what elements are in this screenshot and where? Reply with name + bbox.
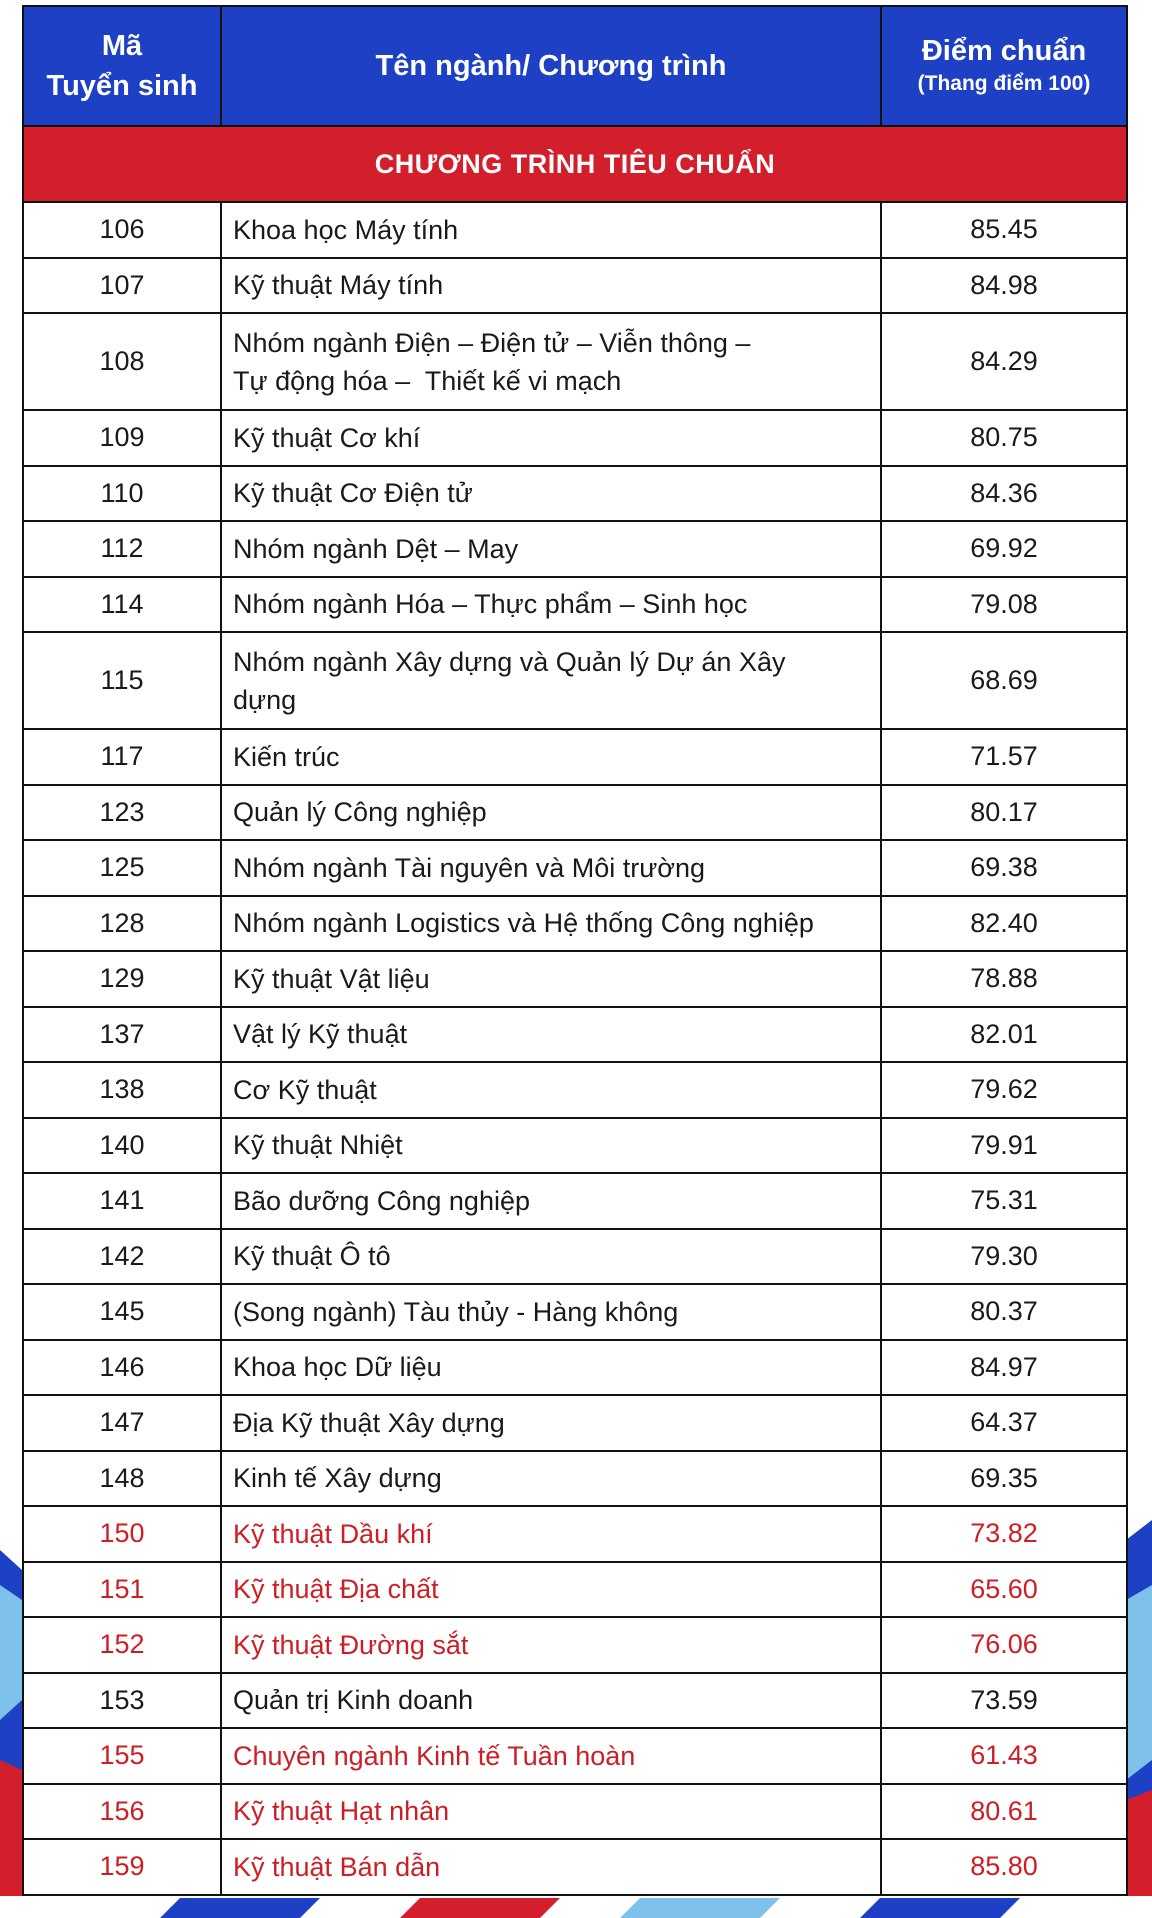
admission-code-cell: 117: [23, 729, 221, 785]
table-row: [23, 1839, 1127, 1895]
admission-code-cell: 145: [23, 1284, 221, 1340]
admission-score-table-container: [22, 5, 1126, 1896]
admission-code-cell: 150: [23, 1506, 221, 1562]
program-name-cell: Quản lý Công nghiệp: [221, 785, 881, 841]
program-name-line: Nhóm ngành Xây dựng và Quản lý Dự án Xây: [233, 646, 786, 677]
admission-score-table: [22, 5, 1128, 1896]
cutoff-score-cell: 69.35: [881, 1451, 1127, 1507]
program-name-line: Tự động hóa – Thiết kế vi mạch: [233, 365, 622, 396]
program-name-cell: Kỹ thuật Đường sắt: [221, 1617, 881, 1673]
cutoff-score-cell: 79.30: [881, 1229, 1127, 1285]
program-name-cell: [221, 313, 881, 410]
table-header-row: [23, 6, 1127, 126]
header-cutoff-score: [881, 6, 1127, 126]
admission-code-cell: 137: [23, 1007, 221, 1063]
program-name-cell: Kỹ thuật Máy tính: [221, 258, 881, 314]
section-title: CHƯƠNG TRÌNH TIÊU CHUẨN: [23, 126, 1127, 202]
table-row: [23, 896, 1127, 952]
section-row: [23, 126, 1127, 202]
cutoff-score-cell: 69.92: [881, 521, 1127, 577]
table-row: [23, 1562, 1127, 1618]
cutoff-score-cell: 84.97: [881, 1340, 1127, 1396]
cutoff-score-cell: 69.38: [881, 840, 1127, 896]
cutoff-score-cell: 65.60: [881, 1562, 1127, 1618]
program-name-line: dựng: [233, 684, 297, 715]
admission-code-cell: 115: [23, 632, 221, 729]
table-row: [23, 1118, 1127, 1174]
table-row: [23, 1784, 1127, 1840]
table-row: [23, 202, 1127, 258]
cutoff-score-cell: 71.57: [881, 729, 1127, 785]
program-name-cell: [221, 632, 881, 729]
admission-code-cell: 142: [23, 1229, 221, 1285]
admission-code-cell: 146: [23, 1340, 221, 1396]
program-name-cell: Nhóm ngành Tài nguyên và Môi trường: [221, 840, 881, 896]
table-row: [23, 1007, 1127, 1063]
admission-code-cell: 112: [23, 521, 221, 577]
table-row: [23, 521, 1127, 577]
admission-code-cell: 148: [23, 1451, 221, 1507]
cutoff-score-cell: 61.43: [881, 1728, 1127, 1784]
cutoff-score-cell: 85.45: [881, 202, 1127, 258]
table-row: [23, 1728, 1127, 1784]
table-row: [23, 1229, 1127, 1285]
cutoff-score-cell: 73.59: [881, 1673, 1127, 1729]
table-row: [23, 951, 1127, 1007]
cutoff-score-cell: 85.80: [881, 1839, 1127, 1895]
program-name-cell: Kỹ thuật Dầu khí: [221, 1506, 881, 1562]
program-name-cell: Khoa học Dữ liệu: [221, 1340, 881, 1396]
admission-code-cell: 147: [23, 1395, 221, 1451]
header-admission-code: [23, 6, 221, 126]
cutoff-score-cell: 75.31: [881, 1173, 1127, 1229]
program-name-cell: Cơ Kỹ thuật: [221, 1062, 881, 1118]
cutoff-score-cell: 84.29: [881, 313, 1127, 410]
program-name-cell: Bão dưỡng Công nghiệp: [221, 1173, 881, 1229]
table-row: [23, 1451, 1127, 1507]
program-name-cell: Kỹ thuật Địa chất: [221, 1562, 881, 1618]
cutoff-score-cell: 79.91: [881, 1118, 1127, 1174]
admission-code-cell: 140: [23, 1118, 221, 1174]
table-row: [23, 1506, 1127, 1562]
program-name-cell: Chuyên ngành Kinh tế Tuần hoàn: [221, 1728, 881, 1784]
table-row: [23, 1617, 1127, 1673]
program-name-cell: Kỹ thuật Hạt nhân: [221, 1784, 881, 1840]
program-name-cell: Nhóm ngành Dệt – May: [221, 521, 881, 577]
table-row: [23, 577, 1127, 633]
admission-code-cell: 152: [23, 1617, 221, 1673]
program-name-cell: Kỹ thuật Cơ khí: [221, 410, 881, 466]
admission-code-cell: 159: [23, 1839, 221, 1895]
cutoff-score-cell: 80.17: [881, 785, 1127, 841]
program-name-cell: (Song ngành) Tàu thủy - Hàng không: [221, 1284, 881, 1340]
cutoff-score-cell: 84.98: [881, 258, 1127, 314]
header-score-scale: (Thang điểm 100): [917, 72, 1091, 95]
cutoff-score-cell: 78.88: [881, 951, 1127, 1007]
cutoff-score-cell: 84.36: [881, 466, 1127, 522]
table-row: [23, 313, 1127, 410]
admission-code-cell: 141: [23, 1173, 221, 1229]
table-row: [23, 1673, 1127, 1729]
admission-code-cell: 106: [23, 202, 221, 258]
program-name-line: Nhóm ngành Điện – Điện tử – Viễn thông –: [233, 327, 751, 358]
cutoff-score-cell: 64.37: [881, 1395, 1127, 1451]
cutoff-score-cell: 82.01: [881, 1007, 1127, 1063]
program-name-cell: Kỹ thuật Vật liệu: [221, 951, 881, 1007]
cutoff-score-cell: 76.06: [881, 1617, 1127, 1673]
cutoff-score-cell: 79.62: [881, 1062, 1127, 1118]
header-score-main: Điểm chuẩn: [921, 35, 1087, 67]
program-name-cell: Kỹ thuật Nhiệt: [221, 1118, 881, 1174]
admission-code-cell: 123: [23, 785, 221, 841]
table-row: [23, 466, 1127, 522]
cutoff-score-cell: 80.37: [881, 1284, 1127, 1340]
admission-code-cell: 128: [23, 896, 221, 952]
admission-code-cell: 110: [23, 466, 221, 522]
program-name-cell: Kỹ thuật Cơ Điện tử: [221, 466, 881, 522]
admission-code-cell: 129: [23, 951, 221, 1007]
cutoff-score-cell: 73.82: [881, 1506, 1127, 1562]
admission-code-cell: 114: [23, 577, 221, 633]
admission-code-cell: 107: [23, 258, 221, 314]
program-name-cell: Quản trị Kinh doanh: [221, 1673, 881, 1729]
program-name-cell: Nhóm ngành Hóa – Thực phẩm – Sinh học: [221, 577, 881, 633]
table-row: [23, 632, 1127, 729]
table-row: [23, 729, 1127, 785]
program-name-cell: Kiến trúc: [221, 729, 881, 785]
table-row: [23, 410, 1127, 466]
admission-code-cell: 155: [23, 1728, 221, 1784]
admission-code-cell: 156: [23, 1784, 221, 1840]
admission-code-cell: 138: [23, 1062, 221, 1118]
program-name-cell: Kỹ thuật Bán dẫn: [221, 1839, 881, 1895]
cutoff-score-cell: 80.61: [881, 1784, 1127, 1840]
table-row: [23, 1173, 1127, 1229]
cutoff-score-cell: 79.08: [881, 577, 1127, 633]
table-row: [23, 258, 1127, 314]
table-row: [23, 785, 1127, 841]
program-name-cell: Khoa học Máy tính: [221, 202, 881, 258]
cutoff-score-cell: 68.69: [881, 632, 1127, 729]
header-code-line2: Tuyển sinh: [46, 70, 198, 102]
program-name-cell: Nhóm ngành Logistics và Hệ thống Công nghiệp: [221, 896, 881, 952]
table-row: [23, 1395, 1127, 1451]
cutoff-score-cell: 80.75: [881, 410, 1127, 466]
program-name-cell: Vật lý Kỹ thuật: [221, 1007, 881, 1063]
program-name-cell: Kỹ thuật Ô tô: [221, 1229, 881, 1285]
table-row: [23, 1284, 1127, 1340]
header-code-line1: Mã: [101, 30, 143, 62]
admission-code-cell: 151: [23, 1562, 221, 1618]
admission-code-cell: 153: [23, 1673, 221, 1729]
program-name-cell: Kinh tế Xây dựng: [221, 1451, 881, 1507]
header-program-name: Tên ngành/ Chương trình: [221, 6, 881, 126]
admission-code-cell: 108: [23, 313, 221, 410]
admission-code-cell: 109: [23, 410, 221, 466]
admission-code-cell: 125: [23, 840, 221, 896]
cutoff-score-cell: 82.40: [881, 896, 1127, 952]
table-row: [23, 1340, 1127, 1396]
table-row: [23, 840, 1127, 896]
table-row: [23, 1062, 1127, 1118]
program-name-cell: Địa Kỹ thuật Xây dựng: [221, 1395, 881, 1451]
